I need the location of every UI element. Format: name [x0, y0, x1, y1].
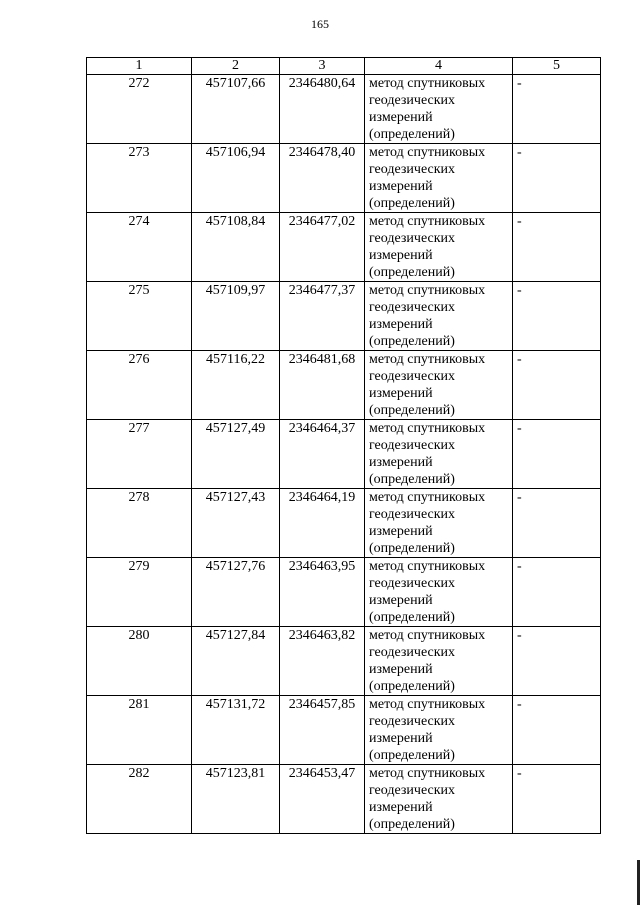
- method-cell: метод спутниковых геодезических измерений (определений): [365, 213, 513, 282]
- x-coordinate-cell: 457108,84: [192, 213, 280, 282]
- point-number-cell: 281: [87, 696, 192, 765]
- note-cell: -: [513, 213, 601, 282]
- table-row: [87, 420, 601, 489]
- method-cell: метод спутниковых геодезических измерений (определений): [365, 627, 513, 696]
- note-cell: -: [513, 75, 601, 144]
- page-number: 165: [311, 17, 329, 31]
- column-header-1: 1: [87, 58, 192, 75]
- y-coordinate-cell: 2346463,95: [280, 558, 365, 627]
- x-coordinate-cell: 457109,97: [192, 282, 280, 351]
- point-number-cell: 279: [87, 558, 192, 627]
- method-cell: метод спутниковых геодезических измерений (определений): [365, 558, 513, 627]
- method-cell: метод спутниковых геодезических измерений (определений): [365, 420, 513, 489]
- table-header-row: [87, 58, 601, 75]
- note-cell: -: [513, 558, 601, 627]
- method-cell: метод спутниковых геодезических измерений (определений): [365, 489, 513, 558]
- point-number-cell: 272: [87, 75, 192, 144]
- table-row: [87, 558, 601, 627]
- y-coordinate-cell: 2346477,02: [280, 213, 365, 282]
- column-header-2: 2: [192, 58, 280, 75]
- note-cell: -: [513, 144, 601, 213]
- x-coordinate-cell: 457131,72: [192, 696, 280, 765]
- table-row: [87, 765, 601, 834]
- point-number-cell: 274: [87, 213, 192, 282]
- method-cell: метод спутниковых геодезических измерений (определений): [365, 765, 513, 834]
- y-coordinate-cell: 2346481,68: [280, 351, 365, 420]
- y-coordinate-cell: 2346453,47: [280, 765, 365, 834]
- x-coordinate-cell: 457106,94: [192, 144, 280, 213]
- note-cell: -: [513, 627, 601, 696]
- y-coordinate-cell: 2346463,82: [280, 627, 365, 696]
- point-number-cell: 278: [87, 489, 192, 558]
- table-row: [87, 144, 601, 213]
- point-number-cell: 280: [87, 627, 192, 696]
- table-row: [87, 282, 601, 351]
- table-header: [87, 58, 601, 75]
- note-cell: -: [513, 351, 601, 420]
- x-coordinate-cell: 457107,66: [192, 75, 280, 144]
- y-coordinate-cell: 2346457,85: [280, 696, 365, 765]
- table-row: [87, 351, 601, 420]
- y-coordinate-cell: 2346464,19: [280, 489, 365, 558]
- note-cell: -: [513, 489, 601, 558]
- y-coordinate-cell: 2346477,37: [280, 282, 365, 351]
- y-coordinate-cell: 2346464,37: [280, 420, 365, 489]
- note-cell: -: [513, 765, 601, 834]
- table-row: [87, 627, 601, 696]
- point-number-cell: 273: [87, 144, 192, 213]
- y-coordinate-cell: 2346478,40: [280, 144, 365, 213]
- method-cell: метод спутниковых геодезических измерений (определений): [365, 351, 513, 420]
- method-cell: метод спутниковых геодезических измерений (определений): [365, 696, 513, 765]
- point-number-cell: 276: [87, 351, 192, 420]
- table-row: [87, 696, 601, 765]
- table-row: [87, 75, 601, 144]
- method-cell: метод спутниковых геодезических измерений (определений): [365, 282, 513, 351]
- y-coordinate-cell: 2346480,64: [280, 75, 365, 144]
- note-cell: -: [513, 420, 601, 489]
- column-header-4: 4: [365, 58, 513, 75]
- table-row: [87, 213, 601, 282]
- column-header-5: 5: [513, 58, 601, 75]
- column-header-3: 3: [280, 58, 365, 75]
- note-cell: -: [513, 282, 601, 351]
- point-number-cell: 277: [87, 420, 192, 489]
- x-coordinate-cell: 457127,84: [192, 627, 280, 696]
- note-cell: -: [513, 696, 601, 765]
- point-number-cell: 282: [87, 765, 192, 834]
- x-coordinate-cell: 457116,22: [192, 351, 280, 420]
- x-coordinate-cell: 457127,76: [192, 558, 280, 627]
- point-number-cell: 275: [87, 282, 192, 351]
- table-body: [87, 75, 601, 834]
- x-coordinate-cell: 457123,81: [192, 765, 280, 834]
- method-cell: метод спутниковых геодезических измерений (определений): [365, 144, 513, 213]
- x-coordinate-cell: 457127,49: [192, 420, 280, 489]
- method-cell: метод спутниковых геодезических измерений (определений): [365, 75, 513, 144]
- table-row: [87, 489, 601, 558]
- x-coordinate-cell: 457127,43: [192, 489, 280, 558]
- coordinates-table: [86, 57, 601, 834]
